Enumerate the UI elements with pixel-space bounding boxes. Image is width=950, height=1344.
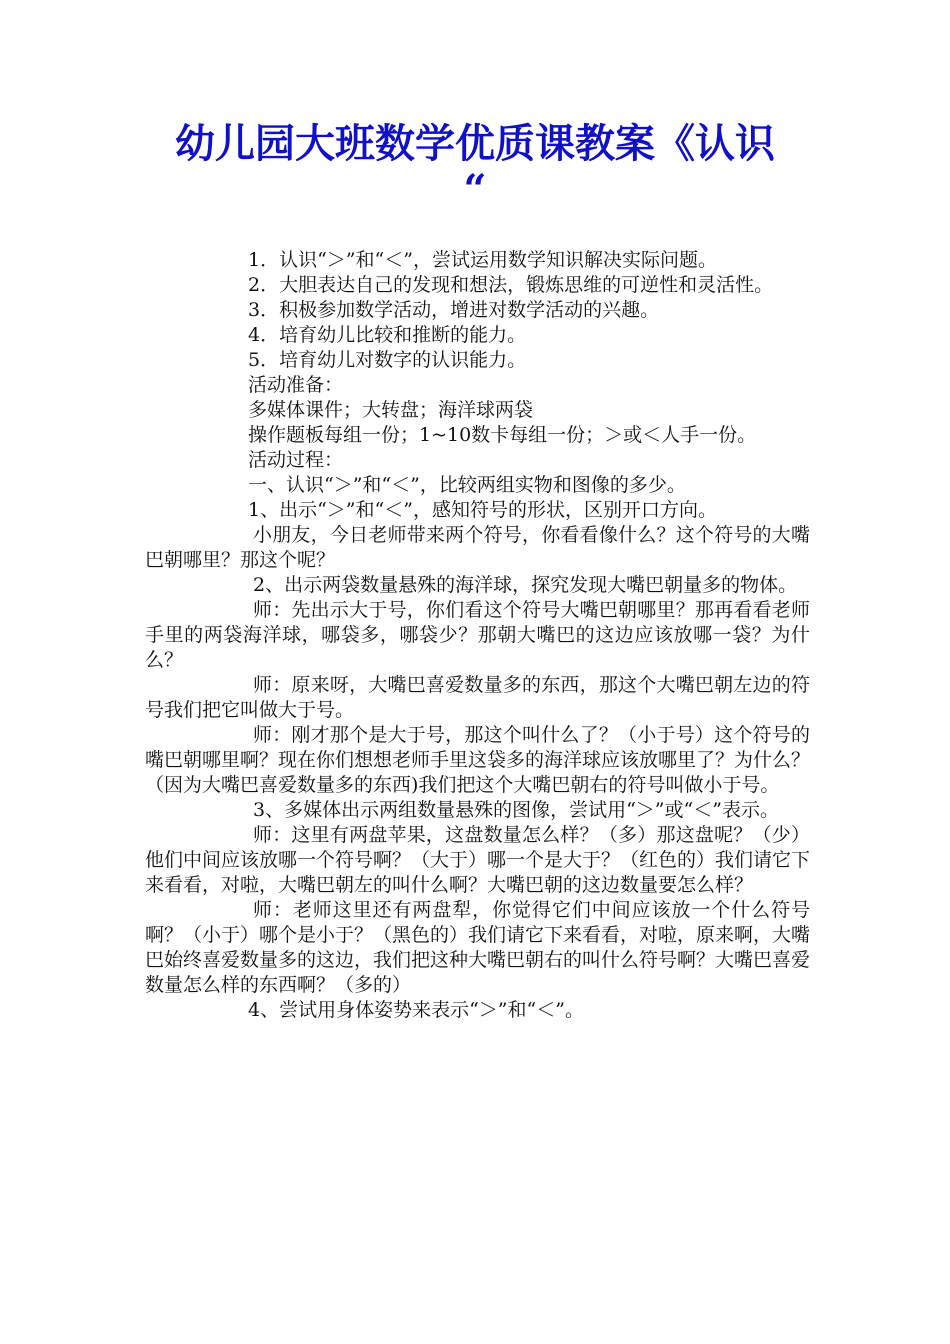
dialogue-1: 小朋友，今日老师带来两个符号，你看看像什么？这个符号的大嘴巴朝哪里？那这个呢？	[145, 524, 810, 571]
objective-4: 4．培育幼儿比较和推断的能力。	[248, 324, 527, 346]
objective-5: 5．培育幼儿对数字的认识能力。	[248, 349, 527, 371]
preparation-heading: 活动准备：	[248, 374, 344, 396]
preparation-item-2: 操作题板每组一份；1~10数卡每组一份；＞或＜人手一份。	[248, 424, 757, 446]
objective-1: 1．认识“＞”和“＜”，尝试运用数学知识解决实际问题。	[248, 249, 717, 271]
objective-3: 3．积极参加数学活动，增进对数学活动的兴趣。	[248, 299, 660, 321]
dialogue-6: 师：老师这里还有两盘犁，你觉得它们中间应该放一个什么符号啊？（小于）哪个是小于？（黑色的）我们请它下来看看，对啦，原来啊，大嘴巴始终喜爱数量多的这边，我们把这种大嘴巴朝右的叫什么符号啊？大嘴巴喜爱数量怎么样的东西啊？（多的）	[145, 899, 811, 996]
dialogue-3: 师：原来呀，大嘴巴喜爱数量多的东西，那这个大嘴巴朝左边的符号我们把它叫做大于号。	[145, 674, 810, 721]
dialogue-5: 师：这里有两盘苹果，这盘数量怎么样？（多）那这盘呢？（少）他们中间应该放哪一个符号啊？（大于）哪一个是大于？（红色的）我们请它下来看看，对啦，大嘴巴朝左的叫什么啊？大嘴巴朝的这边数量要怎么样？	[145, 824, 811, 896]
document-title: 幼儿园大班数学优质课教案《认识	[175, 120, 775, 167]
document-body	[145, 248, 810, 1023]
process-heading: 活动过程：	[248, 449, 344, 471]
document-title-continuation: “	[463, 166, 487, 213]
step-1: 1、出示“＞”和“＜”，感知符号的形状，区别开口方向。	[248, 499, 717, 521]
step-4: 4、尝试用身体姿势来表示“＞”和“＜”。	[248, 999, 584, 1021]
dialogue-4: 师：刚才那个是大于号，那这个叫什么了？（小于号）这个符号的嘴巴朝哪里啊？现在你们想想老师手里这袋多的海洋球应该放哪里了？为什么？（因为大嘴巴喜爱数量多的东西)我们把这个大嘴巴朝右的符号叫做小于号。	[145, 724, 811, 796]
dialogue-2: 师：先出示大于号，你们看这个符号大嘴巴朝哪里？那再看看老师手里的两袋海洋球，哪袋多，哪袋少？那朝大嘴巴的这边应该放哪一袋？为什么？	[145, 599, 810, 671]
preparation-item-1: 多媒体课件；大转盘；海洋球两袋	[248, 399, 534, 421]
step-2: 2、出示两袋数量悬殊的海洋球，探究发现大嘴巴朝量多的物体。	[253, 574, 798, 596]
section-1-heading: 一、认识“＞”和“＜”，比较两组实物和图像的多少。	[248, 474, 686, 496]
objective-2: 2．大胆表达自己的发现和想法，锻炼思维的可逆性和灵活性。	[248, 274, 774, 296]
step-3: 3、多媒体出示两组数量悬殊的图像，尝试用“＞”或“＜”表示。	[253, 799, 779, 821]
